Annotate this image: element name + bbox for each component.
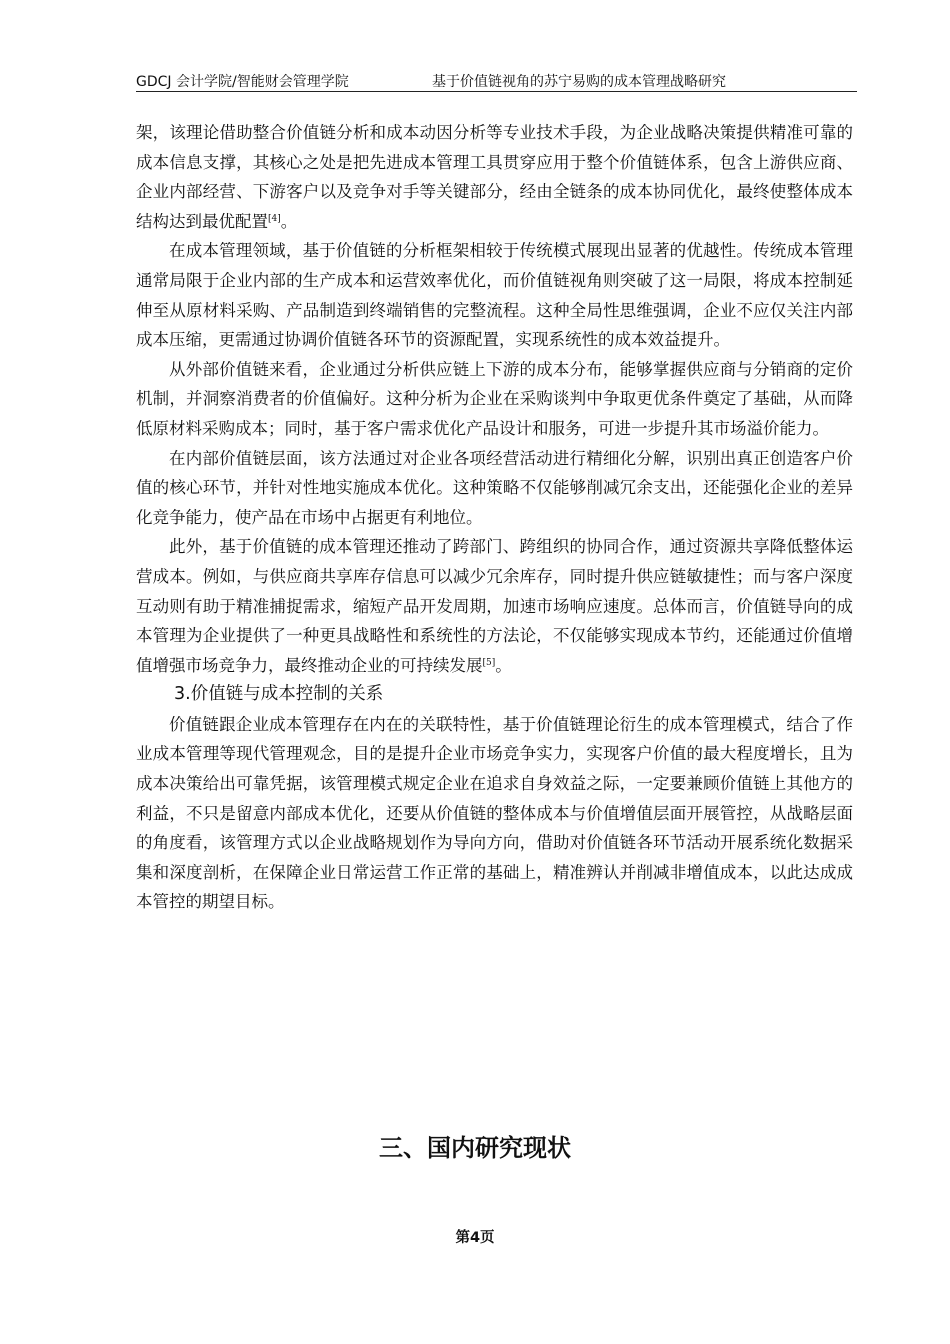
paragraph-continuation: 架，该理论借助整合价值链分析和成本动因分析等专业技术手段，为企业战略决策提供精准可靠的成本信息支撑，其核心之处是把先进成本管理工具贯穿应用于整个价值链体系，包含上游供应商、企业内部经营、下游客户以及竞争对手等关键部分，经由全链条的成本协同优化，最终使整体成本结构达到最优配置[4]。 bbox=[136, 123, 853, 231]
citation-ref: [4] bbox=[268, 213, 281, 224]
header-paper-title: 基于价值链视角的苏宁易购的成本管理战略研究 bbox=[432, 74, 726, 90]
paragraph: 价值链跟企业成本管理存在内在的关联特性，基于价值链理论衍生的成本管理模式，结合了作业成本管理等现代管理观念，目的是提升企业市场竞争实力，实现客户价值的最大程度增长，且为成本决策给出可靠凭据，该管理模式规定企业在追求自身效益之际，一定要兼顾价值链上其他方的利益，不只是留意内部成本优化，还要从价值链的整体成本与价值增值层面开展管控，从战略层面的角度看，该管理方式以企业战略规划作为导向方向，借助对价值链各环节活动开展系统化数据采集和深度剖析，在保障企业日常运营工作正常的基础上，精准辨认并削减非增值成本，以此达成成本管控的期望目标。 bbox=[136, 714, 853, 912]
section-title: 三、国内研究现状 bbox=[379, 1134, 571, 1162]
page-number: 第4页 bbox=[455, 1230, 495, 1246]
running-header bbox=[136, 71, 857, 92]
subsection-heading: 3.价值链与成本控制的关系 bbox=[174, 684, 384, 705]
body-text bbox=[136, 118, 853, 917]
citation-ref: [5] bbox=[482, 657, 496, 668]
paragraph: 在内部价值链层面，该方法通过对企业各项经营活动进行精细化分解，识别出真正创造客户价值的核心环节，并针对性地实施成本优化。这种策略不仅能够削减冗余支出，还能强化企业的差异化竞争能力，使产品在市场中占据更有利地位。 bbox=[136, 448, 853, 527]
header-institution: GDCJ 会计学院/智能财会管理学院 bbox=[136, 74, 349, 90]
paragraph: 在成本管理领域，基于价值链的分析框架相较于传统模式展现出显著的优越性。传统成本管理通常局限于企业内部的生产成本和运营效率优化，而价值链视角则突破了这一局限，将成本控制延伸至从原材料采购、产品制造到终端销售的完整流程。这种全局性思维强调，企业不应仅关注内部成本压缩，更需通过协调价值链各环节的资源配置，实现系统性的成本效益提升。 bbox=[136, 241, 853, 350]
paragraph: 此外，基于价值链的成本管理还推动了跨部门、跨组织的协同合作，通过资源共享降低整体运营成本。例如，与供应商共享库存信息可以减少冗余库存，同时提升供应链敏捷性；而与客户深度互动则有助于精准捕捉需求，缩短产品开发周期，加速市场响应速度。总体而言，价值链导向的成本管理为企业提供了一种更具战略性和系统性的方法论，不仅能够实现成本节约，还能通过价值增值增强市场竞争力，最终推动企业的可持续发展[5]。 bbox=[136, 537, 853, 675]
paragraph: 从外部价值链来看，企业通过分析供应链上下游的成本分布，能够掌握供应商与分销商的定价机制，并洞察消费者的价值偏好。这种分析为企业在采购谈判中争取更优条件奠定了基础，从而降低原材料采购成本；同时，基于客户需求优化产品设计和服务，可进一步提升其市场溢价能力。 bbox=[136, 359, 853, 438]
